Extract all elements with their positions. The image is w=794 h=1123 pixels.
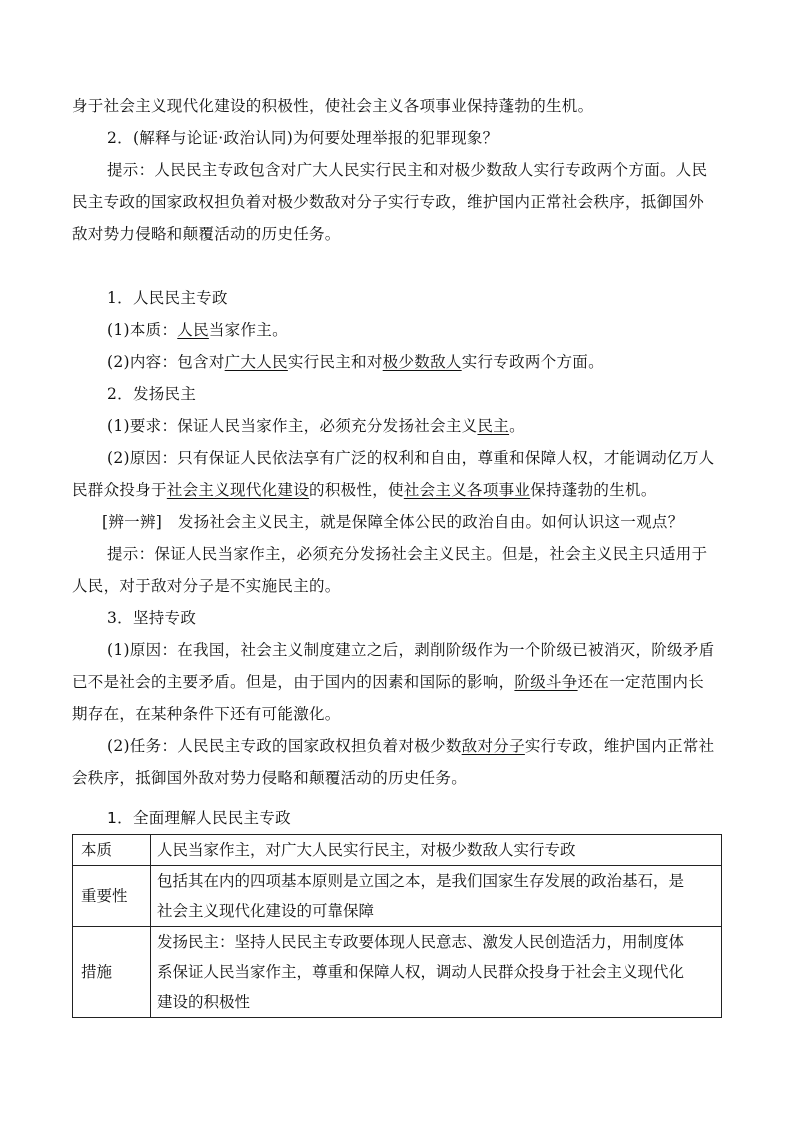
row-label: 本质 <box>73 835 151 866</box>
cell-line: 发扬民主：坚持人民民主专政要体现人民意志、激发人民创造活力，用制度体 <box>157 933 685 951</box>
question-2: 2．(解释与论证·政治认同)为何要处理举报的犯罪现象？ <box>107 129 499 147</box>
text-segment: 已不是社会的主要矛盾。但是，由于国内的因素和国际的影响， <box>72 673 515 691</box>
cell-line: 人民当家作主，对广大人民实行民主，对极少数敌人实行专政 <box>157 841 576 859</box>
hint-text: 提示：人民民主专政包含对广大人民实行民主和对极少数敌人实行专政两个方面。人民 <box>107 161 708 179</box>
underlined-answer: 人民 <box>177 321 209 339</box>
content-line <box>107 352 604 372</box>
table-row <box>73 835 722 866</box>
text-segment: 。 <box>509 417 525 435</box>
text-segment: 保持蓬勃的生机。 <box>530 481 657 499</box>
cell-line: 社会主义现代化建设的可靠保障 <box>157 902 375 920</box>
row-label: 重要性 <box>73 866 151 927</box>
row-content <box>151 927 722 1018</box>
hint-text: 民主专政的国家政权担负着对极少数敌对分子实行专政，维护国内正常社会秩序，抵御国外 <box>72 193 705 211</box>
underlined-answer: 敌对分子 <box>461 737 525 755</box>
section-heading: 1．人民民主专政 <box>107 289 228 307</box>
requirement-line <box>107 416 525 436</box>
text-segment: 实行专政，维护国内正常社 <box>524 737 715 755</box>
summary-heading: 1．全面理解人民民主专政 <box>107 809 291 827</box>
table-row <box>73 927 722 1018</box>
task-line <box>107 736 714 756</box>
reason-line: (2)原因：只有保证人民依法享有广泛的权利和自由，尊重和保障人权，才能调动亿万人 <box>107 449 715 467</box>
text-segment: 当家作主。 <box>208 321 288 339</box>
row-content <box>151 866 722 927</box>
underlined-answer: 社会主义各项事业 <box>403 481 531 499</box>
debate-prompt: [辨一辨] 发扬社会主义民主，就是保障全体公民的政治自由。如何认识这一观点？ <box>102 513 684 531</box>
underlined-answer: 极少数敌人 <box>382 353 462 371</box>
row-content <box>151 835 722 866</box>
text-segment: (2)任务：人民民主专政的国家政权担负着对极少数 <box>107 737 462 755</box>
text-segment: (1)要求：保证人民当家作主，必须充分发扬社会主义 <box>107 417 478 435</box>
text-segment: 还在一定范围内长 <box>577 673 705 691</box>
hint-text: 提示：保证人民当家作主，必须充分发扬社会主义民主。但是，社会主义民主只适用于 <box>107 545 708 563</box>
reason-line: 期存在，在某种条件下还有可能激化。 <box>72 705 341 723</box>
reason-line <box>72 672 704 692</box>
table-row <box>73 866 722 927</box>
essence-line <box>107 320 288 340</box>
hint-text: 人民，对于敌对分子是不实施民主的。 <box>72 577 341 595</box>
reason-line <box>72 480 657 500</box>
underlined-answer: 社会主义现代化建设 <box>166 481 310 499</box>
section-heading: 3．坚持专政 <box>107 609 197 627</box>
summary-table <box>72 834 722 1018</box>
text-segment: 实行专政两个方面。 <box>461 353 604 371</box>
section-heading: 2．发扬民主 <box>107 385 197 403</box>
text-segment: 的积极性，使 <box>309 481 404 499</box>
row-label: 措施 <box>73 927 151 1018</box>
underlined-answer: 广大人民 <box>224 353 288 371</box>
reason-line: (1)原因：在我国，社会主义制度建立之后，剥削阶级作为一个阶级已被消灭，阶级矛盾 <box>107 641 715 659</box>
underlined-answer: 阶级斗争 <box>514 673 578 691</box>
hint-text: 敌对势力侵略和颠覆活动的历史任务。 <box>72 225 341 243</box>
text-segment: 实行民主和对 <box>287 353 383 371</box>
text-segment: (2)内容：包含对 <box>107 353 225 371</box>
paragraph-continuation: 身于社会主义现代化建设的积极性，使社会主义各项事业保持蓬勃的生机。 <box>72 97 594 115</box>
cell-line: 包括其在内的四项基本原则是立国之本，是我们国家生存发展的政治基石，是 <box>157 872 685 890</box>
text-segment: 民群众投身于 <box>72 481 167 499</box>
task-line: 会秩序，抵御国外敌对势力侵略和颠覆活动的历史任务。 <box>72 769 468 787</box>
cell-line: 建设的积极性 <box>157 993 251 1011</box>
underlined-answer: 民主 <box>477 417 510 435</box>
text-segment: (1)本质： <box>107 321 178 339</box>
cell-line: 系保证人民当家作主，尊重和保障人权，调动人民群众投身于社会主义现代化 <box>157 963 685 981</box>
